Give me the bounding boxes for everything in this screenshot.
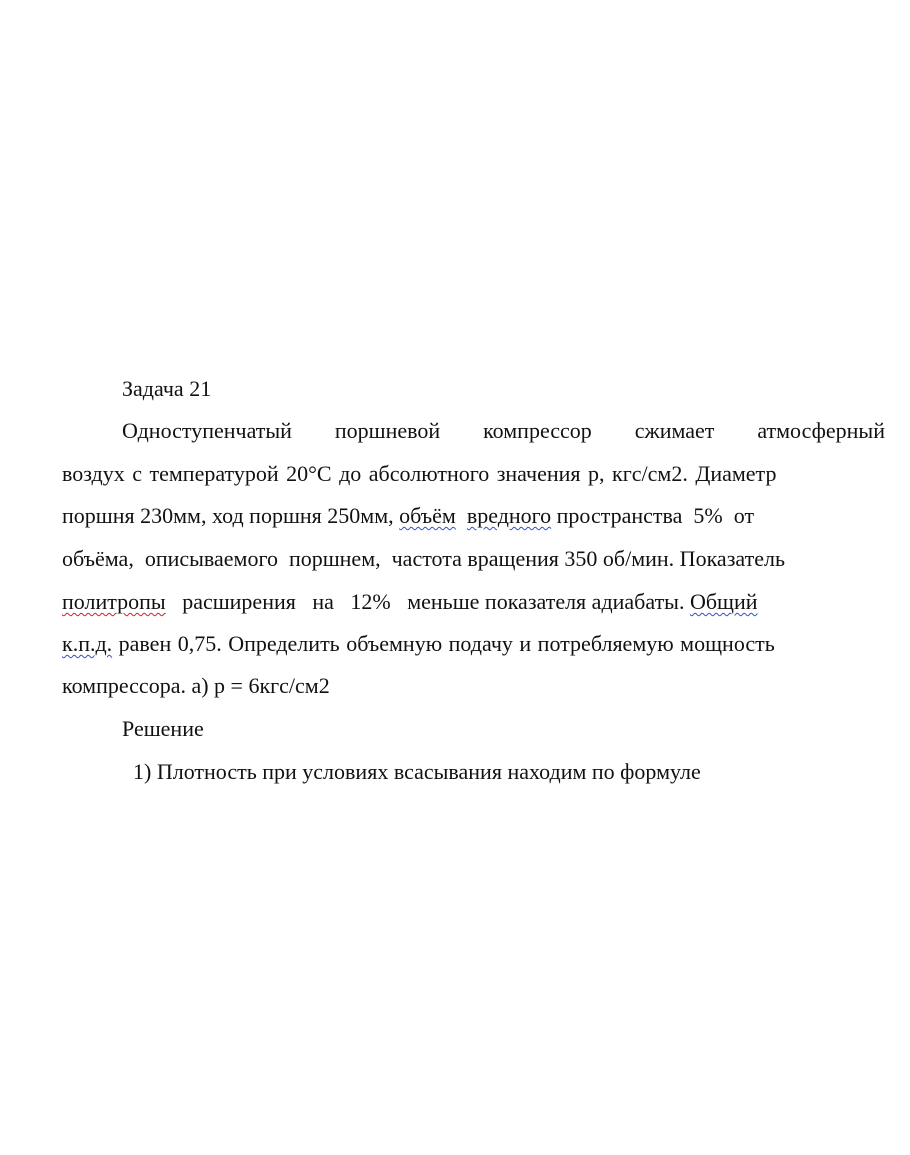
paragraph-line-5 (62, 589, 758, 615)
text-segment (456, 503, 467, 528)
paragraph-line-6 (62, 631, 775, 657)
text-segment: пространства 5% от (551, 503, 755, 528)
spellcheck-word-vrednogo: вредного (466, 503, 552, 528)
task-title: Задача 21 (122, 376, 212, 401)
paragraph-line-4: объёма, описываемого поршнем, частота вращения 350 об/мин. Показатель (62, 546, 785, 571)
spellcheck-word-obem: объём (399, 503, 456, 528)
spellcheck-word-obshchiy: Общий (689, 589, 758, 614)
paragraph-line-7: компрессора. а) р = 6кгс/см2 (62, 673, 330, 698)
text-segment: расширения на 12% меньше показателя адиабаты. (165, 589, 690, 614)
paragraph-line-1 (122, 418, 885, 444)
word: компрессор (483, 418, 592, 443)
spellcheck-word-politropy: политропы (62, 589, 166, 614)
word: поршневой (334, 418, 441, 443)
text-segment: равен 0,75. Определить объемную подачу и потребляемую мощность (112, 631, 775, 656)
paragraph-line-3 (62, 503, 754, 529)
word: атмосферный (757, 418, 885, 443)
paragraph-line-2: воздух с температурой 20°С до абсолютного значения р, кгс/см2. Диаметр (62, 461, 777, 486)
word: Одноступенчатый (122, 418, 292, 443)
text-segment: поршня 230мм, ход поршня 250мм, (62, 503, 400, 528)
cropped-formula-fragment (380, 798, 600, 804)
solution-heading: Решение (122, 716, 204, 741)
spellcheck-word-kpd: к.п.д. (62, 631, 113, 656)
word: сжимает (634, 418, 715, 443)
solution-step-1: 1) Плотность при условиях всасывания находим по формуле (133, 759, 701, 784)
